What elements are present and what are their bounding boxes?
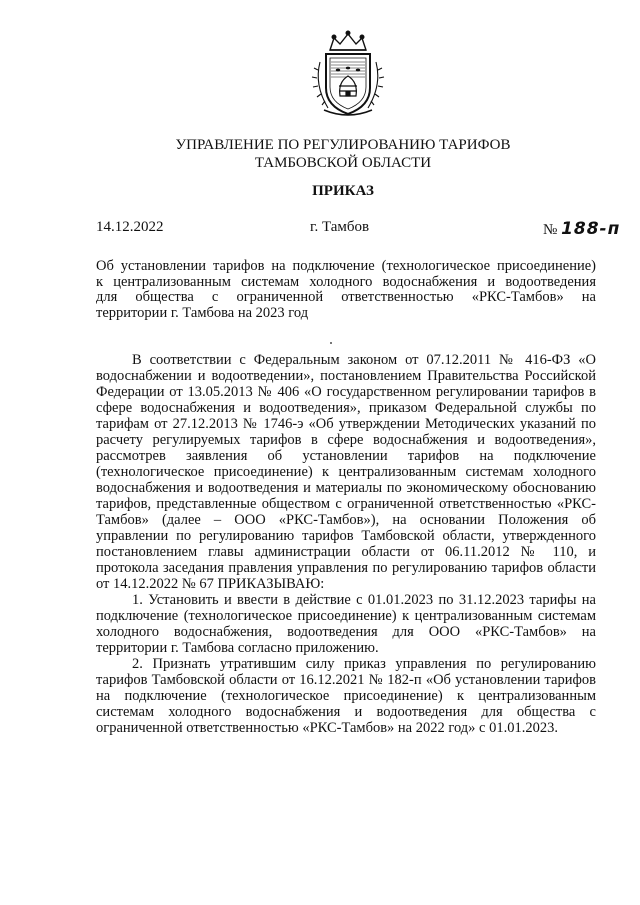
document-city: г. Тамбов <box>310 219 370 235</box>
authority-name-line2: ТАМБОВСКОЙ ОБЛАСТИ <box>254 155 432 171</box>
document-title: ПРИКАЗ <box>312 183 374 199</box>
document-subject <box>96 259 596 321</box>
subject-line-2: к централизованным системам холодного водоснабжения и водоотведения <box>96 273 596 290</box>
number-prefix: № <box>543 222 558 238</box>
coat-of-arms-icon <box>308 30 388 120</box>
document-date: 14.12.2022 <box>96 219 164 235</box>
order-item-1: 1. Установить и ввести в действие с 01.01.2023 по 31.12.2023 тарифы на подключение (технологическое присоединение) к централизованным системам холодного водоснабжения, водоотведения для ООО «РКС-Тамбов» на территории г. Тамбова согласно приложению. <box>96 592 596 656</box>
subject-line-4: территории г. Тамбова на 2023 год <box>96 304 309 321</box>
preamble-paragraph: В соответствии с Федеральным законом от 07.12.2011 № 416-ФЗ «О водоснабжении и водоотведении», постановлением Правительства Российской Федерации от 13.05.2013 № 406 «О государственном регулировании тарифов в сфере водоснабжения и водоотведения», приказом Федеральной службы по тарифам от 27.12.2013 № 1746-э «Об утверждении Методических указаний по расчету регулируемых тарифов в сфере водоснабжения и водоотведения», рассмотрев заявления об установлении тарифов на подключение (технологическое присоединение) к централизованным системам холодного водоснабжения и водоотведения и материалы по экономическому обоснованию тарифов, представленные обществом с ограниченной ответственностью «РКС-Тамбов» (далее – ООО «РКС-Тамбов»), на основании Положения об управлении по регулированию тарифов Тамбовской области, утвержденного постановлением главы администрации области от 06.11.2012 № 110, и протокола заседания правления управления по регулированию тарифов области от 14.12.2022 № 67 ПРИКАЗЫВАЮ: <box>96 352 596 592</box>
document-body <box>96 352 596 736</box>
subject-line-1: Об установлении тарифов на подключение (технологическое присоединение) <box>96 258 596 274</box>
subject-line-3: для общества с ограниченной ответственностью «РКС-Тамбов» на <box>96 289 596 305</box>
order-item-2: 2. Признать утратившим силу приказ управления по регулированию тарифов Тамбовской области от 16.12.2021 № 182-п «Об установлении тарифов на подключение (технологическое присоединение) к централизованным системам холодного водоснабжения и водоотведения для общества с ограниченной ответственностью «РКС-Тамбов» на 2022 год» с 01.01.2023. <box>96 656 596 736</box>
scan-speck <box>330 342 332 344</box>
authority-header <box>60 136 626 172</box>
document-number <box>543 219 620 239</box>
authority-name-line1: УПРАВЛЕНИЕ ПО РЕГУЛИРОВАНИЮ ТАРИФОВ <box>175 137 511 153</box>
number-handwritten: 188-п <box>561 219 621 239</box>
